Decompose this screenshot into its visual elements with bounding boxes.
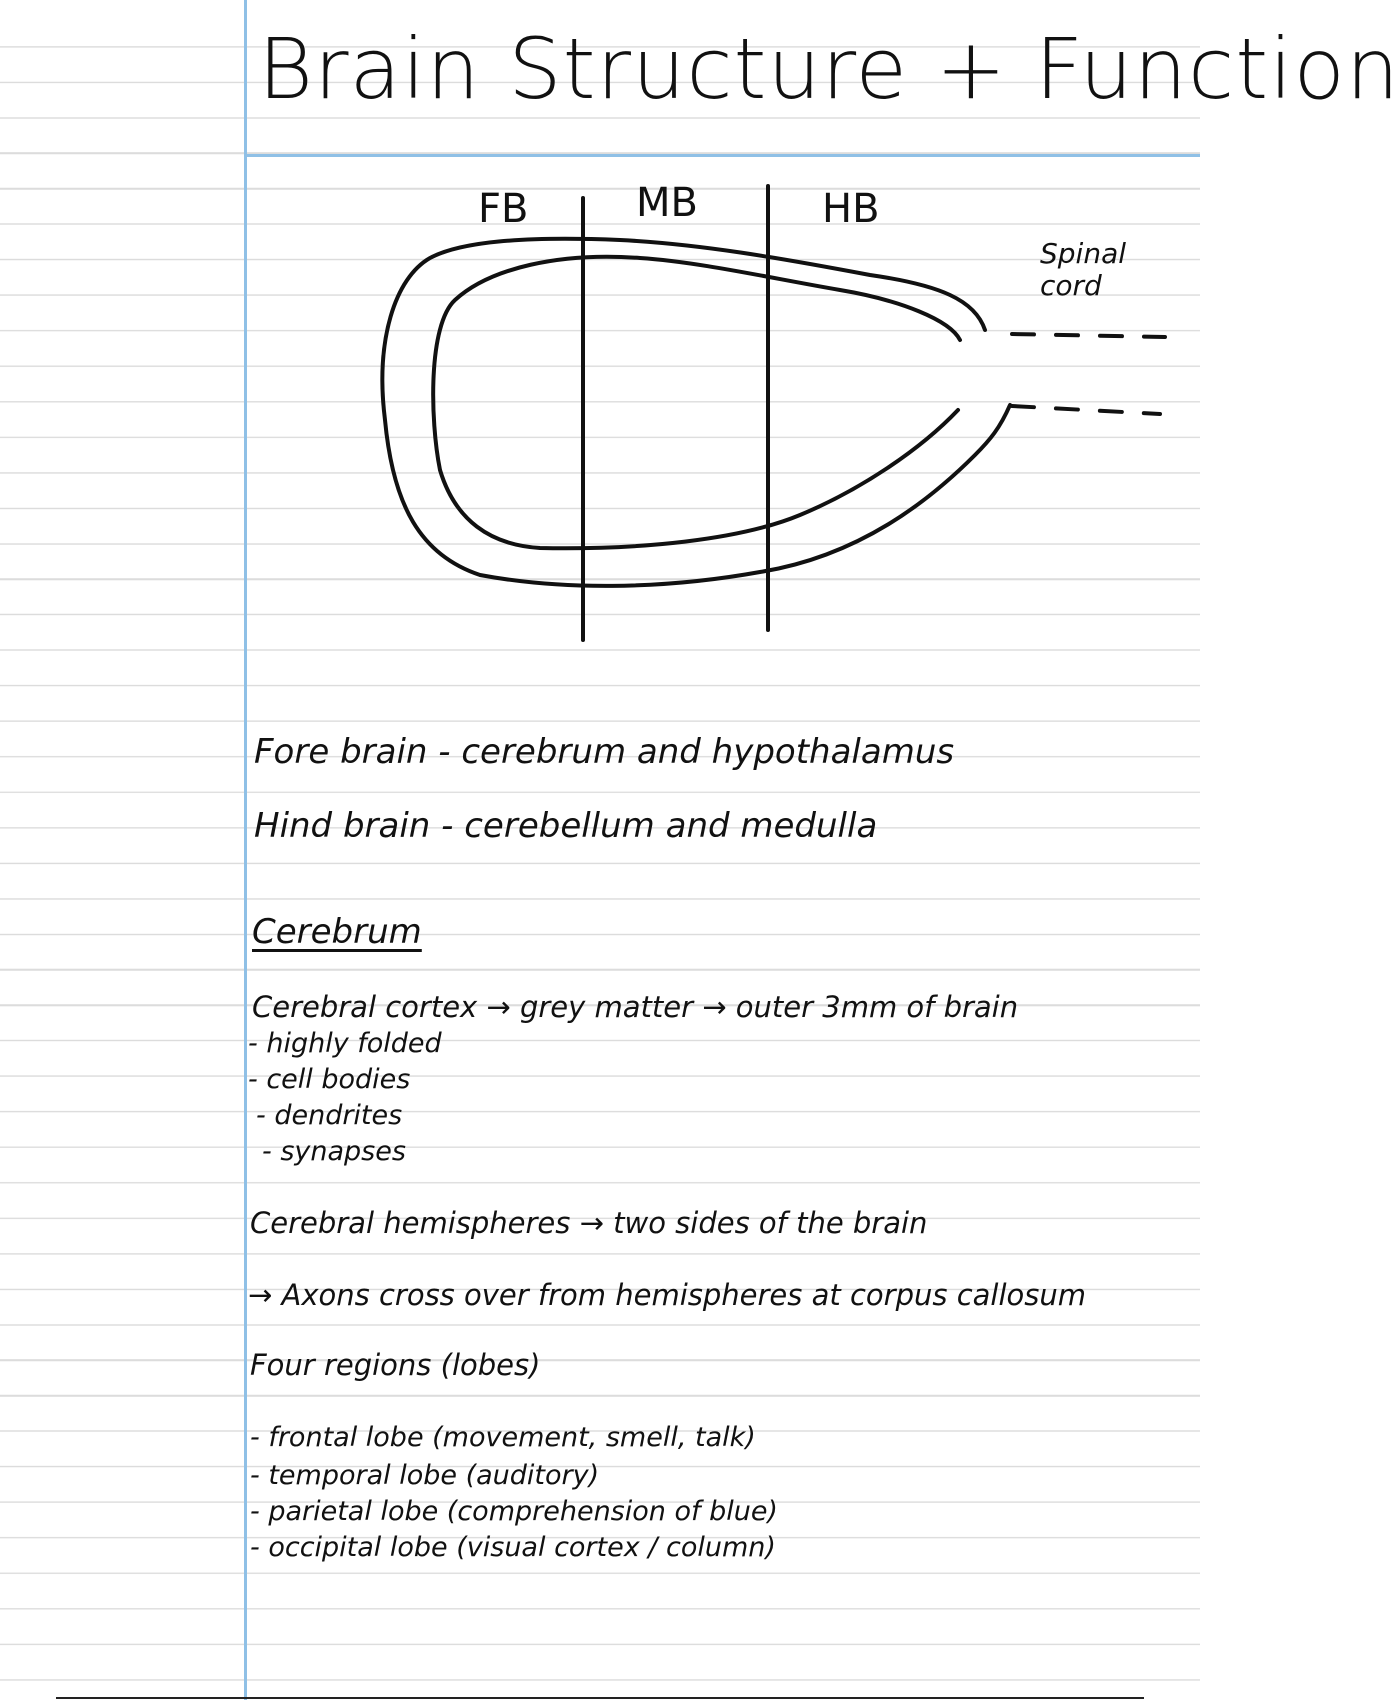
cortex-point: - cell bodies [248, 1064, 411, 1095]
spinal-cord-label: Spinal cord [1040, 237, 1127, 302]
lobes-heading: Four regions (lobes) [250, 1348, 541, 1382]
spinal-cord-lower-dashes [1012, 406, 1160, 414]
hindbrain-note: Hind brain - cerebellum and medulla [254, 806, 878, 846]
brain-outer-outline [382, 239, 1010, 586]
brain-diagram [0, 0, 1200, 700]
forebrain-note: Fore brain - cerebrum and hypothalamus [254, 732, 955, 772]
lobe-item: - temporal lobe (auditory) [250, 1460, 600, 1491]
midbrain-label: MB [636, 180, 698, 226]
lobe-item: - occipital lobe (visual cortex / column) [250, 1532, 776, 1563]
brain-inner-outline [433, 257, 960, 548]
forebrain-label: FB [478, 186, 529, 232]
axons-note: → Axons cross over from hemispheres at corpus callosum [248, 1278, 1086, 1312]
cerebrum-heading: Cerebrum [252, 912, 422, 952]
cortex-point: - dendrites [256, 1100, 403, 1131]
cortex-point: - highly folded [248, 1028, 442, 1059]
page-title: Brain Structure + Function [258, 20, 1400, 118]
cortex-note: Cerebral cortex → grey matter → outer 3mm of brain [252, 990, 1019, 1024]
hindbrain-label: HB [822, 186, 880, 232]
hemispheres-note: Cerebral hemispheres → two sides of the brain [250, 1206, 928, 1240]
lobe-item: - frontal lobe (movement, smell, talk) [250, 1422, 756, 1453]
page-bottom-rule [56, 1697, 1144, 1699]
cortex-point: - synapses [262, 1136, 406, 1167]
spinal-cord-upper-dashes [1012, 334, 1165, 337]
lobe-item: - parietal lobe (comprehension of blue) [250, 1496, 778, 1527]
